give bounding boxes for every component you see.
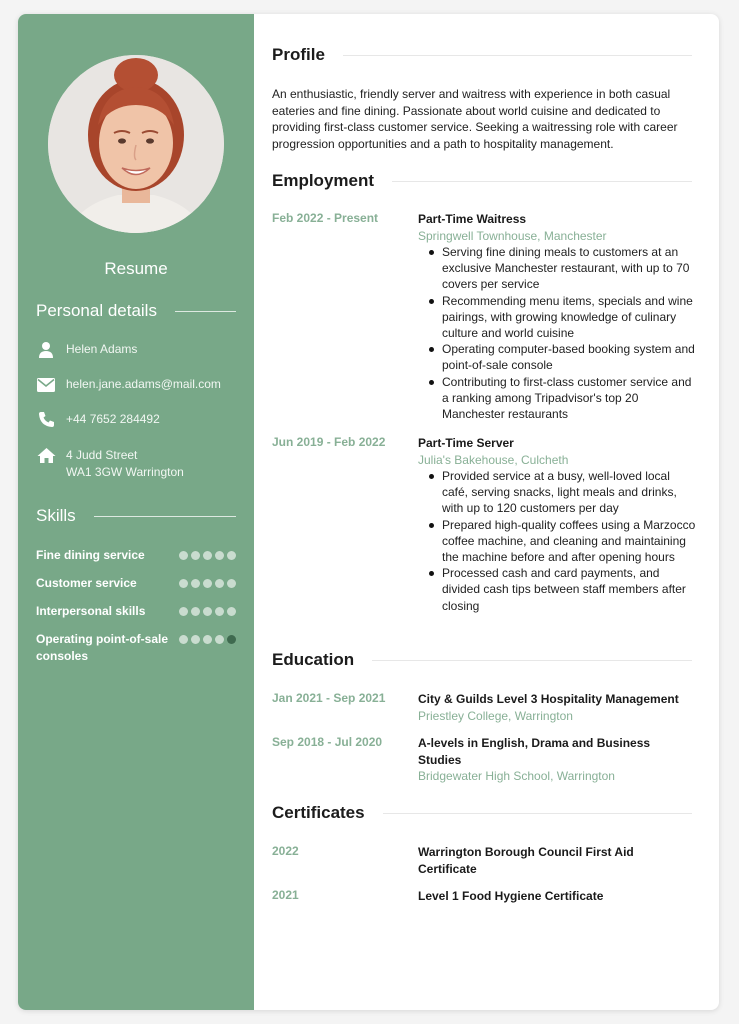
job-place: Julia's Bakehouse, Culcheth xyxy=(418,452,569,467)
heading-divider xyxy=(392,181,692,182)
rating-dot xyxy=(227,635,236,644)
skill-rating xyxy=(179,635,236,644)
rating-dot xyxy=(191,579,200,588)
heading-divider xyxy=(175,311,236,312)
detail-name xyxy=(36,341,241,358)
job-bullets xyxy=(428,244,698,422)
resume-page xyxy=(18,14,719,1010)
address-line-2: WA1 3GW Warrington xyxy=(66,465,184,479)
job-bullet: Serving fine dining meals to customers at an exclusive Manchester restaurant, with up to 70 covers per service xyxy=(428,244,698,293)
heading-divider xyxy=(383,813,692,814)
rating-dot xyxy=(215,579,224,588)
job-place: Springwell Townhouse, Manchester xyxy=(418,228,607,243)
job-bullet: Recommending menu items, specials and wine pairings, with growing knowledge of culinary culture and world cuisine xyxy=(428,293,698,342)
resume-title: Resume xyxy=(104,259,168,278)
employment-heading xyxy=(272,171,692,191)
certificate-date: 2021 xyxy=(272,888,299,902)
job-bullet: Contributing to first-class customer service and a ranking among Tripadvisor's top 20 Manchester restaurants xyxy=(428,374,698,423)
job-date: Jun 2019 - Feb 2022 xyxy=(272,435,386,449)
personal-details-heading xyxy=(36,301,236,321)
education-heading xyxy=(272,650,692,670)
job-role: Part-Time Waitress xyxy=(418,212,527,226)
rating-dot xyxy=(191,635,200,644)
rating-dot xyxy=(215,635,224,644)
education-title: City & Guilds Level 3 Hospitality Management xyxy=(418,692,679,706)
address-line-1: 4 Judd Street xyxy=(66,448,138,462)
rating-dot xyxy=(179,551,188,560)
rating-dot xyxy=(203,607,212,616)
job-bullet: Prepared high-quality coffees using a Marzocco coffee machine, and cleaning and maintaining the machine before and after opening hours xyxy=(428,517,698,566)
sidebar xyxy=(18,14,254,1010)
education-date: Jan 2021 - Sep 2021 xyxy=(272,691,386,705)
employment-heading-label: Employment xyxy=(272,171,375,190)
skill-name: Customer service xyxy=(36,576,137,590)
education-title: A-levels in English, Drama and Business Studies xyxy=(418,736,651,767)
heading-divider xyxy=(343,55,692,56)
rating-dot xyxy=(203,579,212,588)
heading-divider xyxy=(94,516,236,517)
certificates-heading-label: Certificates xyxy=(272,803,365,822)
rating-dot xyxy=(227,607,236,616)
rating-dot xyxy=(203,635,212,644)
skills-heading xyxy=(36,506,236,526)
certificate-title: Level 1 Food Hygiene Certificate xyxy=(418,889,604,903)
personal-details-label: Personal details xyxy=(36,301,157,320)
rating-dot xyxy=(191,551,200,560)
phone-value: +44 7652 284492 xyxy=(66,412,160,426)
certificate-title: Warrington Borough Council First Aid Certificate xyxy=(418,845,634,876)
rating-dot xyxy=(227,579,236,588)
job-bullet: Provided service at a busy, well-loved local café, serving snacks, light meals and drinks, with up to 120 customers per day xyxy=(428,468,698,517)
skill-row xyxy=(36,547,236,564)
profile-photo xyxy=(48,55,224,233)
job-bullets xyxy=(428,468,698,614)
education-heading-label: Education xyxy=(272,650,355,669)
skill-row xyxy=(36,631,236,665)
address-block xyxy=(66,447,184,481)
rating-dot xyxy=(227,551,236,560)
user-icon xyxy=(36,341,56,358)
job-bullet: Operating computer-based booking system and point-of-sale console xyxy=(428,341,698,373)
skill-name: Interpersonal skills xyxy=(36,604,146,618)
profile-heading-label: Profile xyxy=(272,45,325,64)
rating-dot xyxy=(215,551,224,560)
skills-label: Skills xyxy=(36,506,76,525)
certificate-date: 2022 xyxy=(272,844,299,858)
skill-row xyxy=(36,603,236,620)
job-role: Part-Time Server xyxy=(418,436,514,450)
phone-icon xyxy=(36,411,56,428)
job-date: Feb 2022 - Present xyxy=(272,211,379,225)
job-bullet: Processed cash and card payments, and divided cash tips between staff members after closing xyxy=(428,565,698,614)
envelope-icon xyxy=(36,376,56,393)
rating-dot xyxy=(179,579,188,588)
detail-phone xyxy=(36,411,241,428)
rating-dot xyxy=(191,607,200,616)
detail-address xyxy=(36,447,241,481)
certificates-heading xyxy=(272,803,692,823)
skill-rating xyxy=(179,579,236,588)
skill-rating xyxy=(179,607,236,616)
education-date: Sep 2018 - Jul 2020 xyxy=(272,735,383,749)
skill-name: Operating point-of-sale consoles xyxy=(36,632,168,663)
rating-dot xyxy=(179,607,188,616)
rating-dot xyxy=(203,551,212,560)
profile-heading xyxy=(272,45,692,65)
skill-row xyxy=(36,575,236,592)
detail-email xyxy=(36,376,241,393)
email-value[interactable]: helen.jane.adams@mail.com xyxy=(66,377,221,391)
home-icon xyxy=(36,447,56,464)
name-value: Helen Adams xyxy=(66,342,138,356)
heading-divider xyxy=(372,660,692,661)
skill-rating xyxy=(179,551,236,560)
rating-dot xyxy=(179,635,188,644)
skill-name: Fine dining service xyxy=(36,548,145,562)
education-place: Bridgewater High School, Warrington xyxy=(418,769,615,783)
profile-summary: An enthusiastic, friendly server and waitress with experience in both casual eateries and fine dining. Passionate about world cuisine and dedicated to providing first-class customer service. Seeking a waitressing role with career progression opportunities and a path to hospitality management. xyxy=(272,87,678,151)
rating-dot xyxy=(215,607,224,616)
education-place: Priestley College, Warrington xyxy=(418,708,573,723)
